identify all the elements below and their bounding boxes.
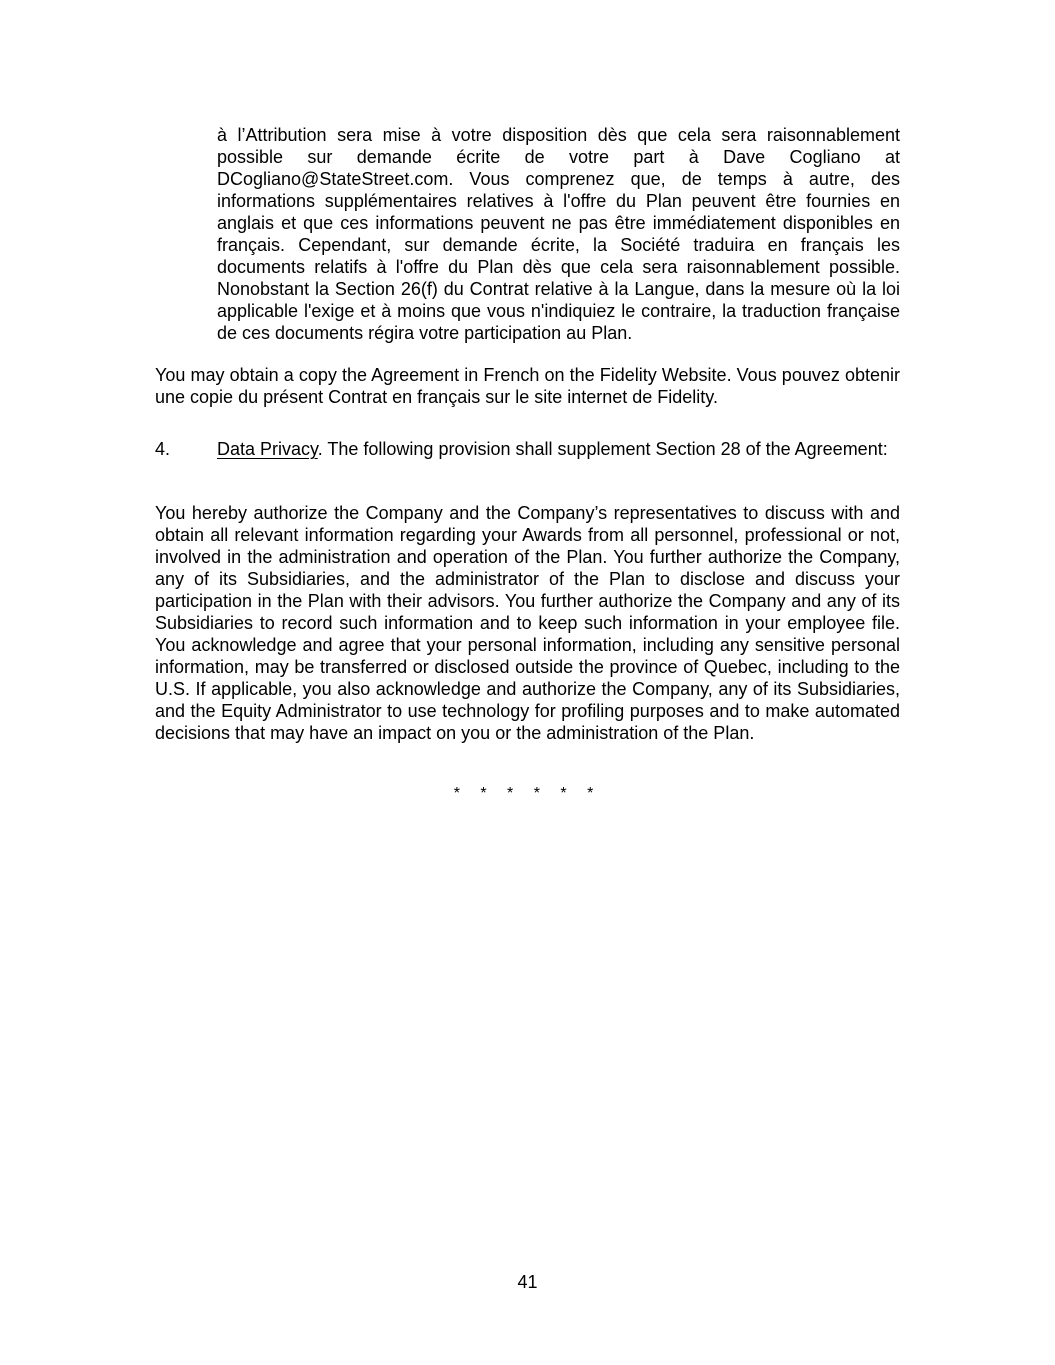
section-intro: . The following provision shall supplement Section 28 of the Agreement: [317, 439, 888, 459]
page-number: 41 [517, 1272, 538, 1292]
section-title: Data Privacy [217, 439, 318, 459]
section-number: 4. [155, 439, 171, 459]
section-4-heading [155, 438, 900, 460]
data-privacy-paragraph: You hereby authorize the Company and the Company’s representatives to discuss with and obtain all relevant information regarding your Awards from all personnel, professional or not, involved in the administration and operation of the Plan. You further authorize the Company, any of its Subsidiaries, and the administrator of the Plan to disclose and discuss your participation in the Plan with their advisors. You further authorize the Company and any of its Subsidiaries to record such information and to keep such information in your employee file. You acknowledge and agree that your personal information, including any sensitive personal information, may be transferred or disclosed outside the province of Quebec, including to the U.S. If applicable, you also acknowledge and authorize the Company, any of its Subsidiaries, and the Equity Administrator to use technology for profiling purposes and to make automated decisions that may have an impact on you or the administration of the Plan. [155, 503, 900, 743]
french-copy-paragraph: You may obtain a copy the Agreement in French on the Fidelity Website. Vous pouvez obtenir une copie du présent Contrat en français sur le site internet de Fidelity. [155, 365, 900, 407]
section-separator: * * * * * * [453, 785, 602, 802]
indented-french-paragraph: à l’Attribution sera mise à votre disposition dès que cela sera raisonnablement possible sur demande écrite de votre part à Dave Cogliano at DCogliano@StateStreet.com. Vous comprenez que, de temps à autre, des informations supplémentaires relatives à l'offre du Plan peuvent être fournies en anglais et que ces informations peuvent ne pas être immédiatement disponibles en français. Cependant, sur demande écrite, la Société traduira en français les documents relatifs à l'offre du Plan dès que cela sera raisonnablement possible. Nonobstant la Section 26(f) du Contrat relative à la Langue, dans la mesure où la loi applicable l'exige et à moins que vous n'indiquiez le contraire, la traduction française de ces documents régira votre participation au Plan. [217, 125, 900, 343]
